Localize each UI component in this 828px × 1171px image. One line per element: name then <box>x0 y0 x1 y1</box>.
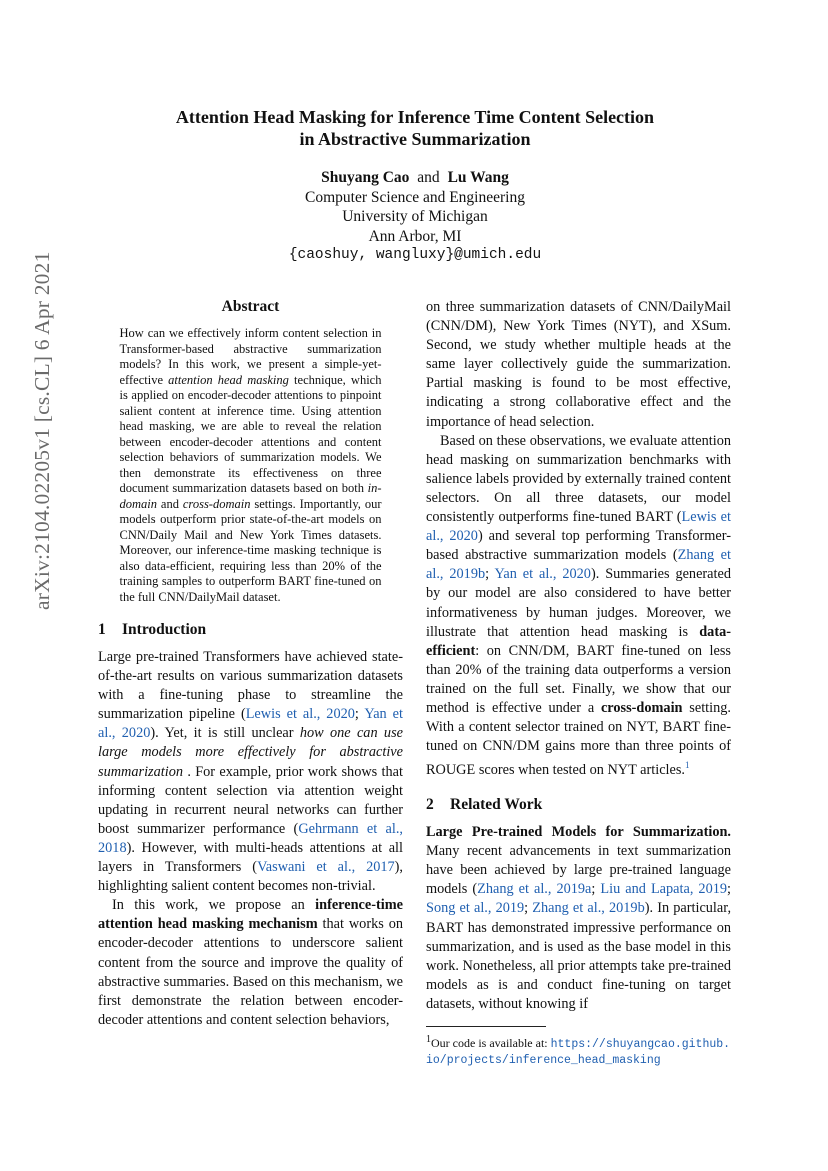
author-1: Shuyang Cao <box>321 169 410 186</box>
citation-link[interactable]: Zhang et al., 2019a <box>477 881 592 898</box>
intro-paragraph-1 <box>98 648 403 896</box>
abstract-heading: Abstract <box>221 298 280 315</box>
affiliation-2: University of Michigan <box>342 208 488 225</box>
section-title: Introduction <box>122 621 207 638</box>
citation-link[interactable]: Liu and Lapata, 2019 <box>600 881 728 898</box>
text-italic: how one can use large models more effectively for abstractive summarization <box>98 725 403 780</box>
citation-link[interactable]: Zhang et al., 2019b <box>426 547 731 583</box>
footnote-text: Our code is available at: <box>431 1036 551 1051</box>
citation-link[interactable]: Yan et al., 2020 <box>98 706 403 742</box>
text-span: ). However, with multi-heads attentions at all layers in Transformers ( <box>98 839 403 876</box>
right-column <box>426 298 731 1068</box>
abstract-italic: in-domain <box>119 481 382 511</box>
title-line-1: Attention Head Masking for Inference Time Content Selection <box>175 107 655 127</box>
text-span: ). Yet, it is still unclear <box>150 725 300 742</box>
text-span: ). In particular, BART has demonstrated impressive performance on summarization, and is used as the base model in this work. Nonetheless, all prior attempts take pre-trained models as is and conduct fine-tuning on target datasets, without knowing if <box>426 900 732 1012</box>
text-span: ; <box>524 900 533 917</box>
text-bold: cross-domain <box>600 699 683 716</box>
text-span: . For example, prior work shows that informing content selection via attention weight updating in recurrent neural networks can further boost summarizer performance ( <box>98 763 403 837</box>
footnote <box>426 1032 731 1068</box>
text-span: ; <box>591 881 601 898</box>
author-email: {caoshuy, wangluxy}@umich.edu <box>288 247 542 263</box>
author-2: Lu Wang <box>447 169 509 186</box>
abstract-span: How can we effectively inform content selection in Transformer-based abstractive summarization models? In this work, we present a simple-yet-effective <box>119 326 382 387</box>
section-number: 1 <box>98 621 106 638</box>
paragraph-heading: Large Pre-trained Models for Summarization. <box>426 824 731 841</box>
text-span: : on CNN/DM, BART fine-tuned on less than 20% of the training data outperforms a version trained on the full set. Finally, we show that our method is effective under a <box>426 642 731 716</box>
footnote-url-link[interactable]: https://shuyangcao.github.io/projects/inference_head_masking <box>426 1038 731 1068</box>
citation-link[interactable]: Lewis et al., 2020 <box>426 509 731 545</box>
text-span: ). Summaries generated by our model are also considered to have better informativeness by human judges. Moreover, we illustrate that attention head masking is <box>426 566 731 640</box>
text-bold: inference-time attention head masking mechanism <box>98 897 403 933</box>
title-line-2: in Abstractive Summarization <box>299 129 531 149</box>
text-span: Large pre-trained Transformers have achieved state-of-the-art results on various summarization datasets with a fine-tuning phase to streamline the summarization pipeline ( <box>98 649 403 723</box>
citation-link[interactable]: Vaswani et al., 2017 <box>257 859 395 876</box>
author-block <box>100 168 730 266</box>
abstract-span: technique, which is applied on encoder-decoder attentions to pinpoint salient content at inference time. Using attention head masking, we are able to reveal the relation between encoder-decoder attentions and content selection behaviors of summarization models. We then demonstrate its effectiveness on three document summarization datasets based on both <box>119 372 382 495</box>
arxiv-stamp: arXiv:2104.02205v1 [cs.CL] 6 Apr 2021 <box>30 251 54 610</box>
abstract-text <box>120 326 382 605</box>
text-bold: data-efficient <box>426 623 731 659</box>
text-span: Based on these observations, we evaluate attention head masking on summarization benchmarks with salience labels provided by externally trained content selectors. On all three datasets, our model consistently outperforms fine-tuned BART ( <box>426 432 731 526</box>
text-span: ) and several top performing Transformer-based abstractive summarization models ( <box>426 528 731 564</box>
left-column <box>98 298 403 1030</box>
text-span: ), highlighting salient content becomes non-trivial. <box>98 859 404 895</box>
section-title: Related Work <box>450 796 543 814</box>
text-span: ; <box>727 881 732 898</box>
intro-paragraph-2 <box>98 896 403 1030</box>
citation-link[interactable]: Yan et al., 2020 <box>494 566 591 583</box>
text-span: that works on encoder-decoder attentions to underscore salient content from the source and improve the quality of abstractive summaries. Based on this mechanism, we first demonstrate the relation between encoder-decoder attentions and content selection behaviors, <box>98 916 403 1028</box>
text-span: ; <box>485 566 495 583</box>
section-heading-introduction <box>98 621 403 639</box>
text-span: Many recent advancements in text summarization have been achieved by large pre-trained language models ( <box>426 843 731 898</box>
text-span: In this work, we propose an <box>112 897 316 914</box>
citation-link[interactable]: Gehrmann et al., 2018 <box>98 820 404 856</box>
abstract-italic: cross-domain <box>182 496 251 511</box>
affiliation-1: Computer Science and Engineering <box>305 188 525 206</box>
text-span: ; <box>354 706 365 723</box>
footnote-marker[interactable]: 1 <box>685 760 690 771</box>
section-number: 2 <box>426 796 434 814</box>
intro-paragraph-3: on three summarization datasets of CNN/DailyMail (CNN/DM), New York Times (NYT), and XSum. Second, we study whether multiple heads at the same layer collectively guide the summarization. Partial masking is found to be most effective, indicating a strong collaborative effect and the importance of head selection. <box>426 299 731 430</box>
footnote-rule <box>426 1026 546 1027</box>
intro-paragraph-4 <box>426 432 731 780</box>
abstract-span: and <box>157 496 183 511</box>
related-paragraph-1 <box>426 823 731 1014</box>
citation-link[interactable]: Lewis et al., 2020 <box>245 706 355 723</box>
author-location: Ann Arbor, MI <box>368 227 462 245</box>
author-names <box>100 168 730 188</box>
author-conjunction: and <box>417 169 440 186</box>
footnote-number: 1 <box>426 1034 431 1046</box>
citation-link[interactable]: Zhang et al., 2019b <box>532 900 645 917</box>
abstract-italic: attention head masking <box>168 372 289 387</box>
citation-link[interactable]: Song et al., 2019 <box>426 900 525 917</box>
paper-title <box>100 106 730 150</box>
abstract-span: settings. Importantly, our models outperform prior state-of-the-art models on CNN/Daily Mail and New York Times datasets. Moreover, our inference-time masking technique is also data-efficient, requiring less than 20% of the training samples to outperform BART fine-tuned on the full CNN/DailyMail dataset. <box>119 496 382 604</box>
text-span: setting. With a content selector trained on NYT, BART fine-tuned on CNN/DM gains more than three points of ROUGE scores when tested on NYT articles. <box>426 699 731 779</box>
section-heading-related-work <box>426 796 731 814</box>
